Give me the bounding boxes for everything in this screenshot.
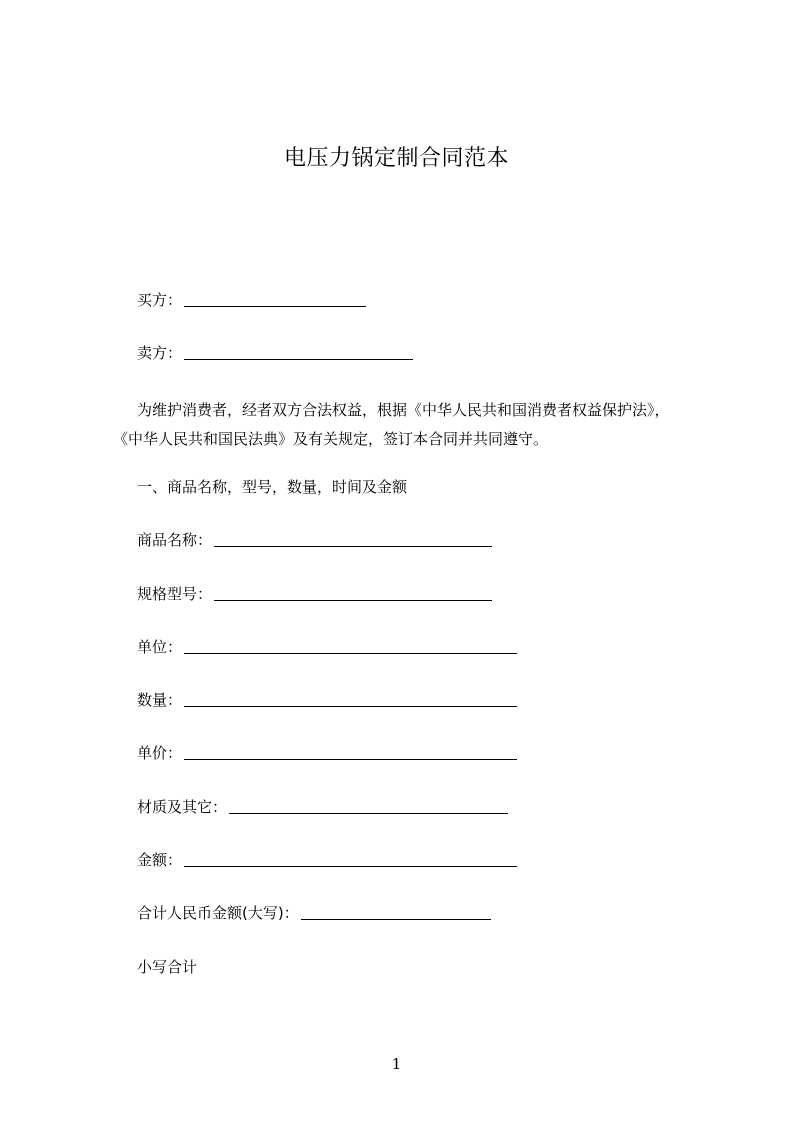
total-rmb-line — [137, 903, 491, 923]
total-rmb-blank[interactable] — [301, 905, 491, 920]
material-label: 材质及其它： — [137, 798, 228, 816]
page-number: 1 — [391, 1055, 402, 1073]
product-name-label: 商品名称： — [137, 531, 213, 549]
unit-blank[interactable] — [184, 639, 517, 654]
amount-label: 金额： — [137, 851, 183, 869]
total-rmb-label: 合计人民币金额(大写)： — [137, 904, 299, 922]
unit-price-blank[interactable] — [184, 745, 517, 760]
model-line — [137, 584, 492, 604]
buyer-label: 买方： — [137, 291, 183, 309]
seller-blank[interactable] — [184, 345, 413, 360]
unit-line — [137, 637, 517, 657]
section1-heading-text: 一、商品名称，型号，数量，时间及金额 — [137, 478, 408, 496]
model-blank[interactable] — [214, 586, 492, 601]
contract-title: 电压力锅定制合同范本 — [283, 146, 509, 171]
unit-label: 单位： — [137, 638, 183, 656]
seller-line — [137, 343, 413, 363]
intro-line-1: 为维护消费者，经者双方合法权益，根据《中华人民共和国消费者权益保护法》， — [137, 401, 670, 419]
section1-heading — [137, 477, 407, 497]
intro-line-2: 《中华人民共和国民法典》及有关规定，签订本合同并共同遵守。 — [113, 430, 549, 448]
intro-paragraph — [113, 396, 693, 454]
buyer-blank[interactable] — [184, 292, 366, 307]
seller-label: 卖方： — [137, 344, 183, 362]
quantity-label: 数量： — [137, 691, 183, 709]
amount-line — [137, 850, 517, 870]
product-name-blank[interactable] — [214, 532, 492, 547]
subtotal-label: 小写合计 — [137, 958, 198, 976]
material-blank[interactable] — [229, 799, 508, 814]
subtotal-line — [137, 957, 197, 977]
model-label: 规格型号： — [137, 585, 213, 603]
amount-blank[interactable] — [184, 852, 517, 867]
buyer-line — [137, 290, 366, 310]
quantity-blank[interactable] — [184, 692, 517, 707]
unit-price-line — [137, 743, 517, 763]
product-name-line — [137, 530, 492, 550]
unit-price-label: 单价： — [137, 744, 183, 762]
quantity-line — [137, 690, 517, 710]
material-line — [137, 797, 508, 817]
